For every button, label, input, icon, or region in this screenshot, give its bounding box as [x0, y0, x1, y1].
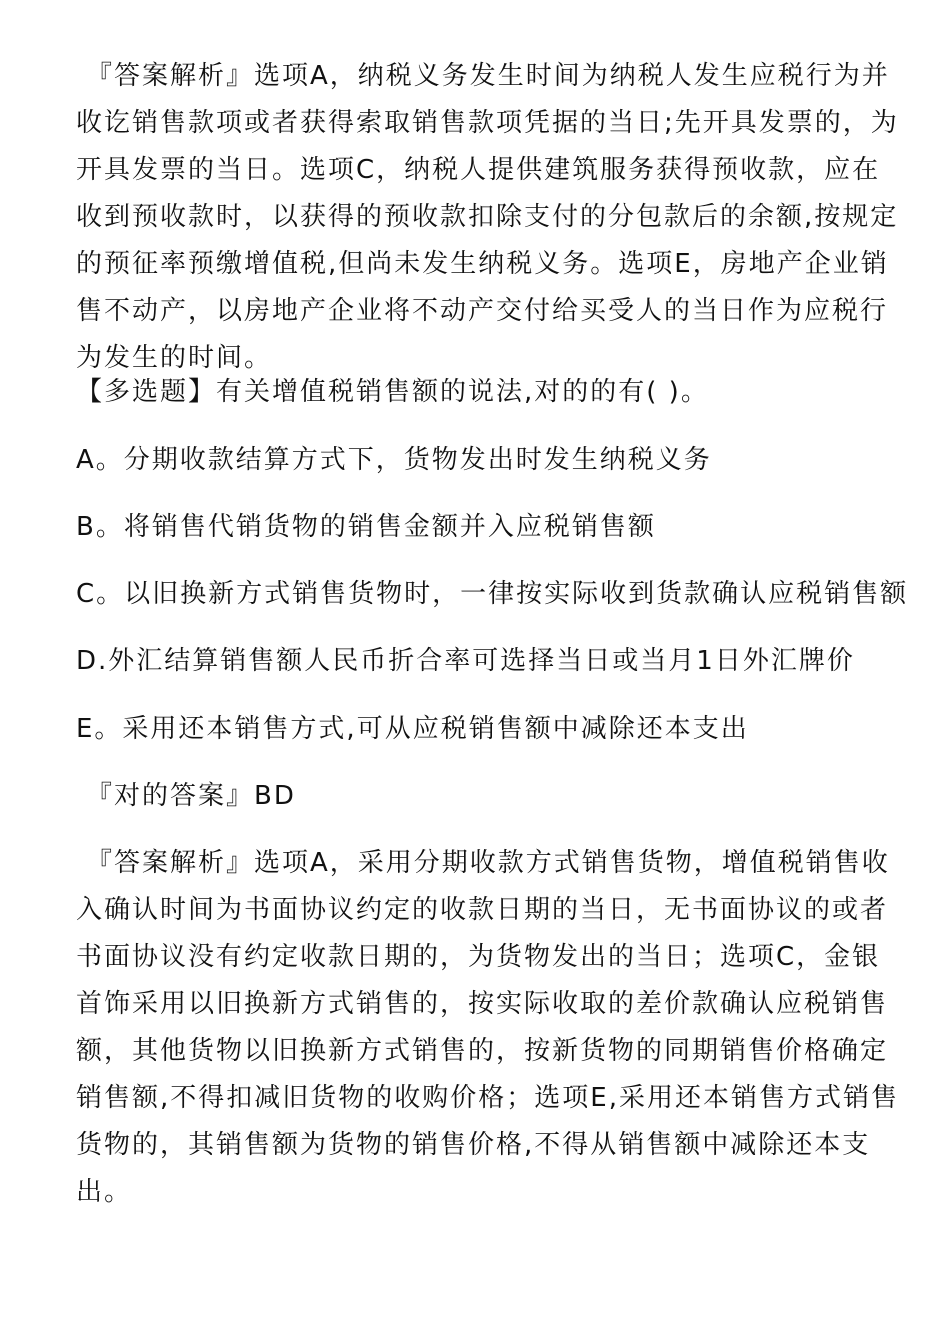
previous-answer-analysis: 『答案解析』选项A，纳税义务发生时间为纳税人发生应税行为并收讫销售款项或者获得索取销售款项凭据的当日;先开具发票的，为开具发票的当日。选项C，纳税人提供建筑服务获得预收款，应在收到预收款时，以获得的预收款扣除支付的分包款后的余额,按规定的预征率预缴增值税,但尚未发生纳税义务。选项E，房地产企业销售不动产，以房地产企业将不动产交付给买受人的当日作为应税行为发生的时间。	[76, 61, 899, 373]
answer-analysis: 『答案解析』选项A，采用分期收款方式销售货物，增值税销售收入确认时间为书面协议约定的收款日期的当日，无书面协议的或者书面协议没有约定收款日期的，为货物发出的当日；选项C，金银首饰采用以旧换新方式销售的，按实际收取的差价款确认应税销售额，其他货物以旧换新方式销售的，按新货物的同期销售价格确定销售额,不得扣减旧货物的收购价格；选项E,采用还本销售方式销售货物的，其销售额为货物的销售价格,不得从销售额中减除还本支出。	[76, 848, 899, 1207]
option-a: A。分期收款结算方式下，货物发出时发生纳税义务	[76, 445, 712, 475]
option-e: E。采用还本销售方式,可从应税销售额中减除还本支出	[76, 714, 749, 744]
option-b: B。将销售代销货物的销售金额并入应税销售额	[76, 512, 656, 542]
question-stem: 【多选题】有关增值税销售额的说法,对的的有( )。	[76, 377, 709, 407]
correct-answer: 『对的答案』BD	[86, 781, 296, 811]
option-c: C。以旧换新方式销售货物时，一律按实际收到货款确认应税销售额	[76, 579, 909, 609]
option-d: D.外汇结算销售额人民币折合率可选择当日或当月1日外汇牌价	[76, 646, 855, 676]
